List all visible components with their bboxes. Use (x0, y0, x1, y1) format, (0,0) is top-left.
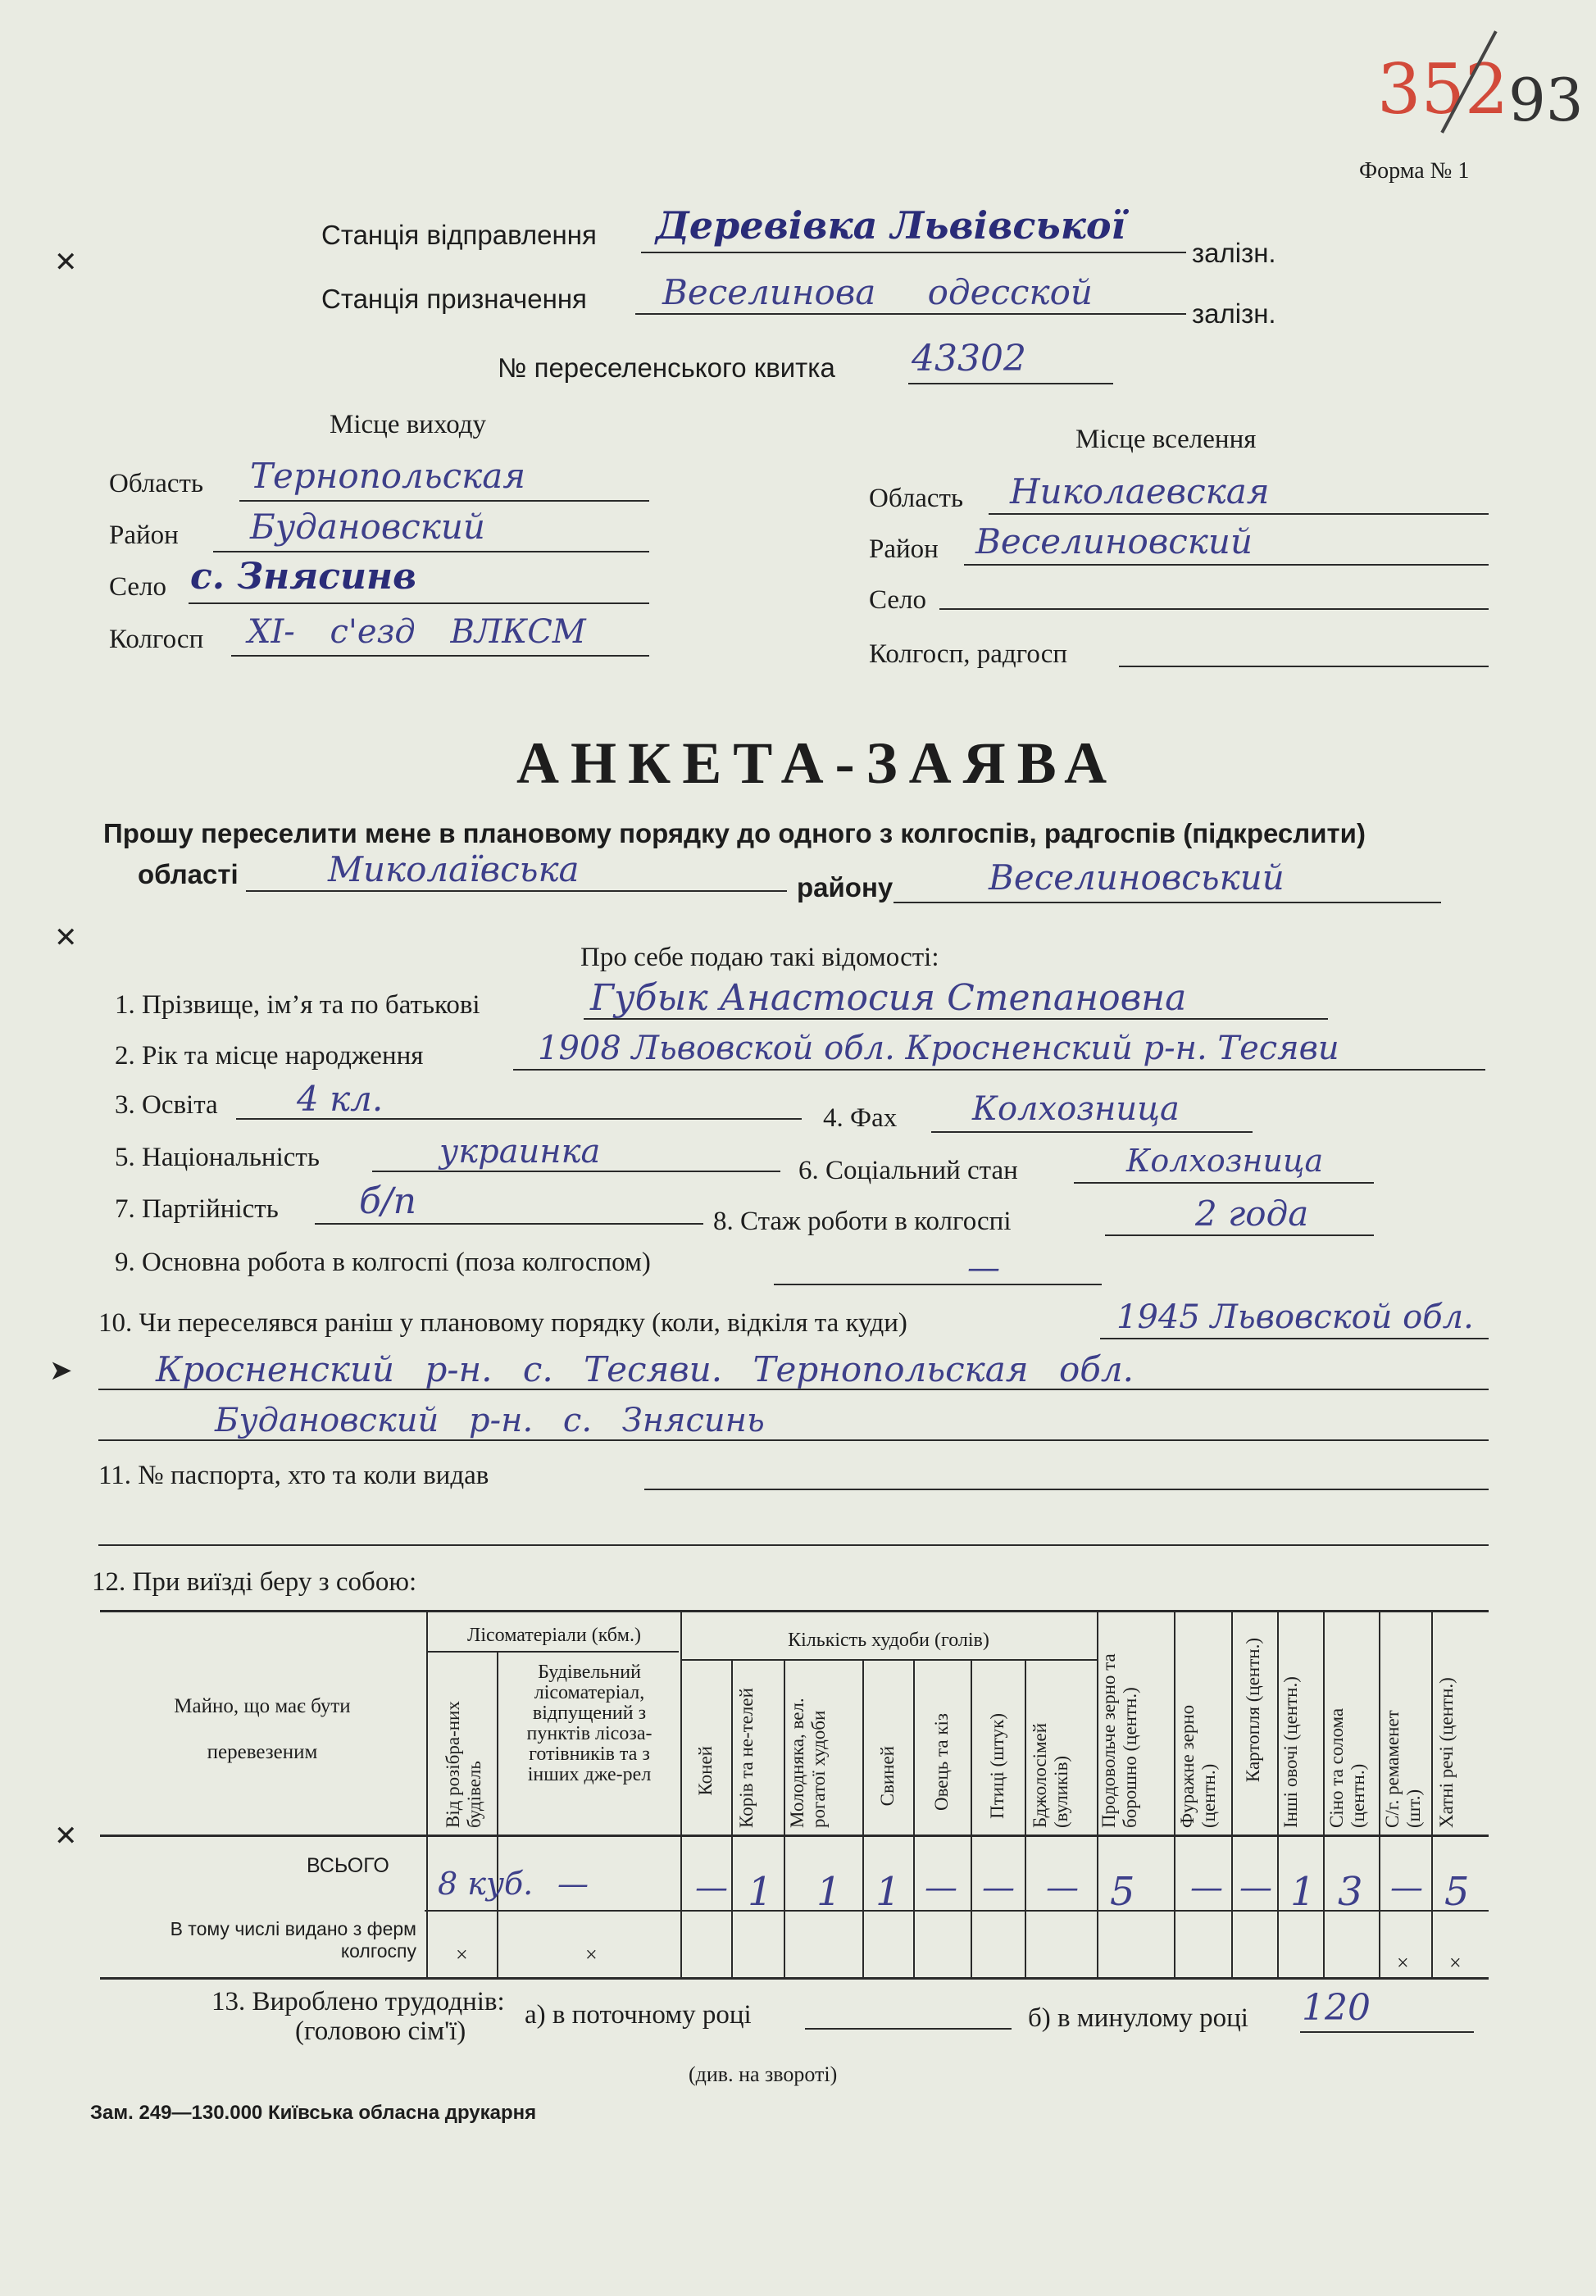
departure-station-label: Станція відправлення (321, 220, 597, 250)
margin-mark-4: ✕ (54, 1821, 78, 1852)
table-vline-10 (1174, 1610, 1175, 1977)
rail-label-2: залізн. (1192, 298, 1276, 329)
col-fodder: Фуражне зерно (центн.) (1177, 1704, 1219, 1828)
origin-raion-label: Район (109, 521, 179, 550)
timber-group-line (428, 1651, 679, 1653)
dest-kolhosp-label: Колгосп, радгосп (869, 639, 1068, 669)
field-10-value-2: Кросненский р-н. с. Тесяви. Тернопольская обл. (156, 1349, 1134, 1389)
origin-oblast-value: Тернопольская (250, 456, 526, 496)
dest-oblast-line (989, 513, 1489, 515)
field-5-label: 5. Національність (115, 1143, 320, 1172)
total-hay: 3 (1338, 1869, 1363, 1915)
total-cows: 1 (748, 1869, 773, 1915)
workdays-last-line (1300, 2031, 1474, 2033)
col-horses: Коней (695, 1746, 716, 1796)
see-back-note: (див. на звороті) (689, 2062, 838, 2086)
field-1-label: 1. Прізвище, ім’я та по батькові (115, 990, 480, 1020)
total-building: — (557, 1866, 589, 1902)
issued-cross-building: × (585, 1943, 598, 1966)
field-10-line-3 (98, 1439, 1489, 1441)
field-11-label: 11. № паспорта, хто та коли видав (98, 1461, 489, 1490)
field-5-line (372, 1171, 780, 1172)
dest-raion-value: Веселиновский (975, 521, 1253, 561)
archive-number-old: 352 (1377, 49, 1509, 130)
group-livestock: Кількість худоби (голів) (788, 1630, 989, 1651)
printer-imprint: Зам. 249—130.000 Київська обласна друкарня (90, 2102, 537, 2124)
dest-raion-line (964, 564, 1489, 566)
origin-raion-value: Будановский (250, 507, 485, 547)
field-6-value: Колхозница (1126, 1143, 1324, 1179)
total-veg: 1 (1290, 1869, 1316, 1915)
col-grain: Продовольче зерно та борошно (центн.) (1098, 1653, 1140, 1828)
departure-station-line (641, 252, 1186, 253)
group-timber: Лісоматеріали (кбм.) (467, 1625, 641, 1646)
table-vline-1 (497, 1651, 498, 1977)
field-5-value: украинка (439, 1133, 601, 1171)
field-9-line (774, 1284, 1102, 1285)
field-11-line-2 (98, 1544, 1489, 1546)
livestock-group-line (680, 1659, 1097, 1661)
issued-cross-tools: × (1397, 1951, 1409, 1975)
table-vline-12 (1277, 1610, 1279, 1977)
table-vline-4 (784, 1659, 785, 1977)
field-11-line-1 (644, 1489, 1489, 1490)
field-7-label: 7. Партійність (115, 1194, 279, 1224)
field-1-value: Губык Анастосия Степановна (590, 977, 1187, 1019)
table-row-divider (425, 1910, 1489, 1912)
workdays-current-line (805, 2028, 1012, 2030)
table-vline-14 (1379, 1610, 1380, 1977)
origin-selo-value: с. Знясинв (190, 556, 417, 598)
ticket-number-value: 43302 (912, 338, 1026, 380)
field-2-line (513, 1069, 1485, 1071)
archive-number-new: 93 (1508, 66, 1584, 134)
total-young: 1 (816, 1869, 842, 1915)
workdays-label: 13. Вироблено трудоднів: (211, 1987, 505, 2016)
request-oblast-line (246, 890, 787, 892)
departure-station-value: Деревівка Львівської (656, 203, 1126, 248)
total-tools: — (1390, 1869, 1423, 1907)
total-sheep: — (925, 1869, 957, 1907)
col-sheep: Овець та кіз (931, 1713, 952, 1812)
table-vline-3 (731, 1659, 733, 1977)
field-4-value: Колхозница (972, 1090, 1180, 1128)
col-dismantled: Від розібра-них будівель (443, 1701, 484, 1828)
col-veg: Інші овочі (центн.) (1280, 1676, 1301, 1828)
ticket-number-label: № переселенського квитка (498, 352, 835, 383)
col-hay: Сіно та солома (центн.) (1326, 1707, 1368, 1828)
ticket-number-line (908, 383, 1113, 384)
destination-heading: Місце вселення (1075, 425, 1257, 454)
total-pigs: 1 (875, 1869, 901, 1915)
table-vline-0 (426, 1610, 428, 1977)
field-10-value-1: 1945 Львовской обл. (1116, 1298, 1474, 1336)
origin-oblast-label: Область (109, 469, 204, 498)
info-heading: Про себе подаю такі відомості: (580, 943, 939, 972)
workdays-current-label: а) в поточному році (525, 2000, 752, 2030)
field-10-value-3: Будановский р-н. с. Знясинь (215, 1402, 765, 1439)
origin-kolhosp-label: Колгосп (109, 625, 204, 654)
table-vline-11 (1231, 1610, 1233, 1977)
issued-cross-dismantled: × (456, 1943, 468, 1966)
col-cows: Корів та не-телей (736, 1688, 757, 1828)
col-household: Хатні речі (центн.) (1436, 1677, 1457, 1828)
field-10-line-1 (1100, 1338, 1489, 1339)
table-vline-15 (1431, 1610, 1433, 1977)
field-10-label: 10. Чи переселявся раніш у плановому порядку (коли, відкіля та куди) (98, 1308, 907, 1338)
margin-mark-2: ✕ (54, 923, 78, 953)
dest-raion-label: Район (869, 534, 939, 564)
total-grain: 5 (1110, 1869, 1135, 1915)
table-vline-8 (1025, 1659, 1026, 1977)
row-total-label: ВСЬОГО (307, 1854, 389, 1877)
total-horses: — (695, 1869, 728, 1907)
form-number: Форма № 1 (1359, 158, 1470, 184)
origin-raion-line (213, 551, 649, 552)
row-issued-label: В тому числі видано з ферм колгоспу (170, 1918, 416, 1962)
request-raion-label: району (797, 872, 893, 902)
field-12-label: 12. При виїзді беру з собою: (92, 1567, 417, 1597)
total-dismantled: 8 куб. (438, 1866, 534, 1902)
workdays-last-value: 120 (1302, 1987, 1371, 2029)
table-top-line (100, 1610, 1489, 1612)
field-3-value: 4 кл. (297, 1079, 384, 1119)
margin-mark-3: ➤ (49, 1356, 73, 1386)
issued-cross-household: × (1449, 1951, 1462, 1975)
col-birds: Птиці (штук) (987, 1713, 1007, 1819)
rail-label-1: залізн. (1192, 238, 1276, 268)
dest-oblast-value: Николаевская (1010, 471, 1270, 511)
total-potato: — (1239, 1869, 1272, 1907)
field-9-label: 9. Основна робота в колгоспі (поза колгоспом) (115, 1248, 651, 1277)
field-8-label: 8. Стаж роботи в колгоспі (713, 1207, 1012, 1236)
total-fodder: — (1190, 1869, 1223, 1907)
workdays-sublabel: (головою сім'ї) (295, 2016, 466, 2046)
margin-mark-1: ✕ (54, 248, 78, 278)
origin-selo-label: Село (109, 572, 167, 602)
total-birds: — (982, 1869, 1015, 1907)
field-8-value: 2 года (1195, 1193, 1309, 1234)
total-household: 5 (1444, 1869, 1470, 1915)
field-6-label: 6. Соціальний стан (798, 1156, 1018, 1185)
col-tools: С/г. ремаменет (шт.) (1382, 1710, 1424, 1828)
col-property: Майно, що має бути перевезеним (174, 1695, 351, 1763)
col-young: Молодняка, вел. рогатої худоби (787, 1698, 829, 1828)
dest-selo-line (939, 608, 1489, 610)
request-raion-line (893, 902, 1441, 903)
origin-selo-line (189, 602, 649, 604)
field-9-value: — (967, 1249, 1000, 1287)
dest-selo-label: Село (869, 585, 927, 615)
origin-oblast-line (239, 500, 649, 502)
col-building: Будівельний лісоматеріал, відпущений з пунктів лісоза-готівників та з інших дже-рел (526, 1662, 652, 1785)
field-7-line (315, 1223, 703, 1225)
field-3-label: 3. Освіта (115, 1090, 218, 1120)
table-vline-5 (862, 1659, 864, 1977)
table-bottom-line (100, 1977, 1489, 1980)
col-bees: Бджолосімей (вуликів) (1030, 1722, 1071, 1828)
table-vline-13 (1323, 1610, 1325, 1977)
form-title: АНКЕТА-ЗАЯВА (516, 730, 1119, 796)
dest-oblast-label: Область (869, 484, 964, 513)
field-4-line (931, 1131, 1253, 1133)
destination-station-value: Веселинова одесской (662, 272, 1093, 312)
field-4-label: 4. Фах (823, 1103, 898, 1133)
table-vline-2 (680, 1610, 682, 1977)
field-2-label: 2. Рік та місце народження (115, 1041, 424, 1071)
col-potato: Картопля (центн.) (1243, 1638, 1263, 1783)
destination-station-line (635, 313, 1186, 315)
request-oblast-value: Миколаївська (328, 849, 580, 889)
field-6-line (1074, 1182, 1374, 1184)
origin-heading: Місце виходу (330, 410, 487, 439)
request-raion-value: Веселиновський (989, 857, 1285, 898)
origin-kolhosp-line (231, 655, 649, 657)
destination-station-label: Станція призначення (321, 284, 587, 314)
table-header-bottom-line (100, 1835, 1489, 1837)
dest-kolhosp-line (1119, 666, 1489, 667)
request-oblast-label: області (138, 859, 239, 889)
table-vline-6 (913, 1659, 915, 1977)
col-pigs: Свиней (877, 1746, 898, 1807)
total-bees: — (1046, 1869, 1079, 1907)
field-8-line (1105, 1234, 1374, 1236)
request-line: Прошу переселити мене в плановому порядку до одного з колгоспів, радгоспів (підкреслити) (103, 818, 1366, 848)
table-vline-7 (971, 1659, 972, 1977)
field-2-value: 1908 Львовской обл. Кросненский р-н. Тесяви (538, 1030, 1339, 1067)
origin-kolhosp-value: XI- с'езд ВЛКСМ (248, 613, 586, 651)
workdays-last-label: б) в минулому році (1028, 2003, 1248, 2033)
field-7-value: б/п (359, 1180, 417, 1222)
